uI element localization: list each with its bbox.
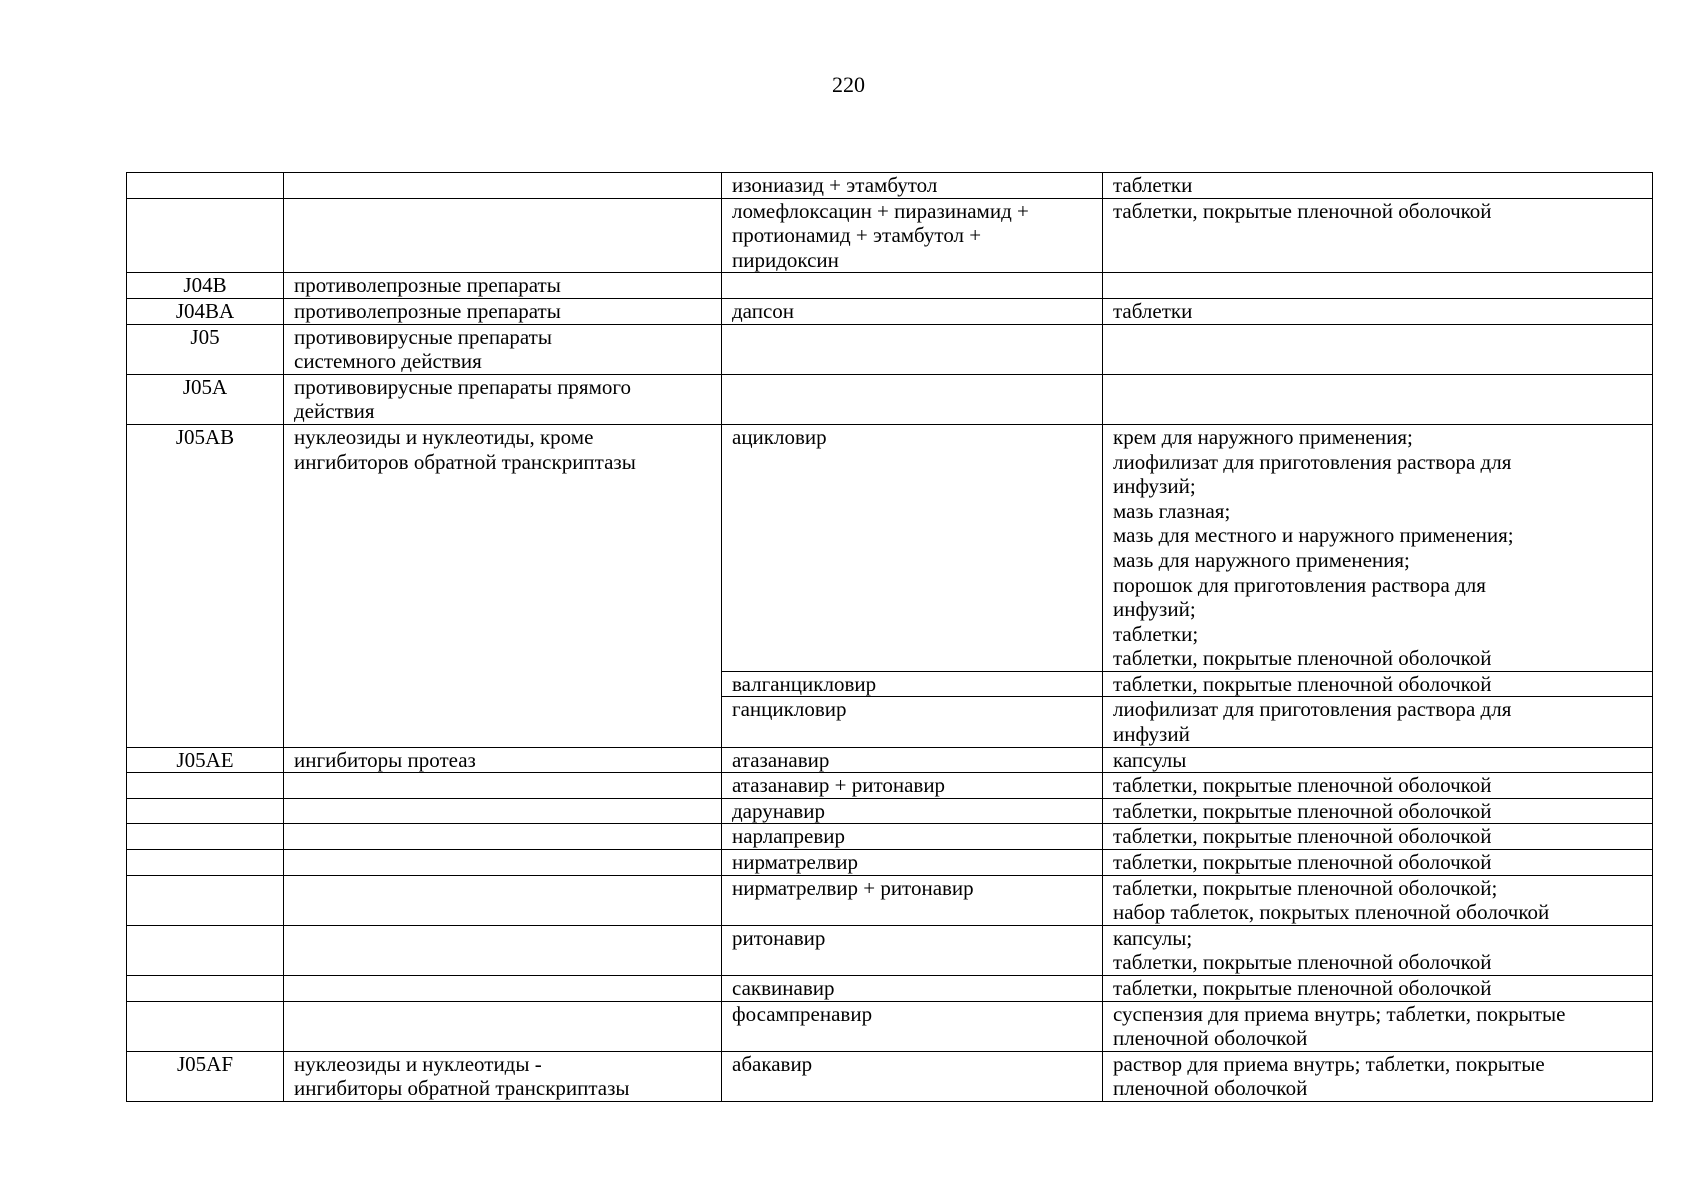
group-name-cell (284, 798, 722, 824)
drug-name-cell: ганцикловир (722, 697, 1103, 747)
table-row (127, 798, 1653, 824)
dosage-form-cell: таблетки, покрытые пленочной оболочкой (1103, 671, 1653, 697)
dosage-form-cell: крем для наружного применения; лиофилизат для приготовления раствора для инфузий; мазь глазная; мазь для местного и наружного применения; мазь для наружного применения; порошок для приготовления раствора для инфузий; таблетки; таблетки, покрытые пленочной оболочкой (1103, 424, 1653, 671)
dosage-form-cell: капсулы; таблетки, покрытые пленочной оболочкой (1103, 925, 1653, 975)
group-name-cell (284, 773, 722, 799)
table-row (127, 875, 1653, 925)
group-name-cell: нуклеозиды и нуклеотиды, кроме ингибиторов обратной транскриптазы (284, 424, 722, 747)
table-row (127, 824, 1653, 850)
drug-name-cell: нирматрелвир + ритонавир (722, 875, 1103, 925)
drug-name-cell: дарунавир (722, 798, 1103, 824)
atc-code-cell (127, 798, 284, 824)
atc-code-cell: J05 (127, 324, 284, 374)
drug-name-cell: нарлапревир (722, 824, 1103, 850)
drug-name-cell: фосампренавир (722, 1001, 1103, 1051)
table-row (127, 773, 1653, 799)
dosage-form-cell: таблетки, покрытые пленочной оболочкой (1103, 824, 1653, 850)
table-row (127, 374, 1653, 424)
atc-code-cell: J04BA (127, 298, 284, 324)
dosage-form-cell: таблетки (1103, 173, 1653, 199)
table-row (127, 1051, 1653, 1101)
group-name-cell (284, 198, 722, 273)
table-row (127, 324, 1653, 374)
dosage-form-cell: таблетки, покрытые пленочной оболочкой (1103, 198, 1653, 273)
group-name-cell (284, 173, 722, 199)
dosage-form-cell (1103, 324, 1653, 374)
drug-name-cell: ритонавир (722, 925, 1103, 975)
drug-name-cell (722, 273, 1103, 299)
table-row (127, 198, 1653, 273)
table-row (127, 925, 1653, 975)
atc-code-cell (127, 976, 284, 1002)
dosage-form-cell: капсулы (1103, 747, 1653, 773)
page-number: 220 (832, 72, 865, 97)
drug-name-cell (722, 324, 1103, 374)
group-name-cell (284, 875, 722, 925)
atc-code-cell: J05AB (127, 424, 284, 747)
group-name-cell: ингибиторы протеаз (284, 747, 722, 773)
drug-name-cell: дапсон (722, 298, 1103, 324)
group-name-cell: противолепрозные препараты (284, 298, 722, 324)
dosage-form-cell: таблетки, покрытые пленочной оболочкой (1103, 976, 1653, 1002)
atc-code-cell: J05A (127, 374, 284, 424)
drug-name-cell: нирматрелвир (722, 850, 1103, 876)
group-name-cell: противолепрозные препараты (284, 273, 722, 299)
drug-name-cell: ацикловир (722, 424, 1103, 671)
drug-name-cell: саквинавир (722, 976, 1103, 1002)
group-name-cell (284, 850, 722, 876)
group-name-cell (284, 925, 722, 975)
dosage-form-cell: лиофилизат для приготовления раствора для инфузий (1103, 697, 1653, 747)
group-name-cell: противовирусные препараты прямого действия (284, 374, 722, 424)
atc-code-cell (127, 824, 284, 850)
group-name-cell: нуклеозиды и нуклеотиды - ингибиторы обратной транскриптазы (284, 1051, 722, 1101)
table-row (127, 747, 1653, 773)
table-row (127, 850, 1653, 876)
drug-name-cell: абакавир (722, 1051, 1103, 1101)
dosage-form-cell: таблетки, покрытые пленочной оболочкой (1103, 850, 1653, 876)
drug-name-cell (722, 374, 1103, 424)
dosage-form-cell (1103, 273, 1653, 299)
atc-code-cell (127, 850, 284, 876)
dosage-form-cell: таблетки, покрытые пленочной оболочкой (1103, 798, 1653, 824)
group-name-cell: противовирусные препараты системного действия (284, 324, 722, 374)
table-row (127, 273, 1653, 299)
drug-name-cell: изониазид + этамбутол (722, 173, 1103, 199)
group-name-cell (284, 824, 722, 850)
table-row (127, 976, 1653, 1002)
atc-code-cell: J05AE (127, 747, 284, 773)
atc-code-cell (127, 1001, 284, 1051)
atc-code-cell: J04B (127, 273, 284, 299)
drug-name-cell: атазанавир + ритонавир (722, 773, 1103, 799)
group-name-cell (284, 1001, 722, 1051)
table-row (127, 1001, 1653, 1051)
drug-name-cell: валганцикловир (722, 671, 1103, 697)
group-name-cell (284, 976, 722, 1002)
atc-code-cell (127, 173, 284, 199)
atc-code-cell: J05AF (127, 1051, 284, 1101)
atc-code-cell (127, 875, 284, 925)
dosage-form-cell (1103, 374, 1653, 424)
dosage-form-cell: таблетки, покрытые пленочной оболочкой (1103, 773, 1653, 799)
table-row (127, 298, 1653, 324)
drug-name-cell: ломефлоксацин + пиразинамид + протионамид + этамбутол + пиридоксин (722, 198, 1103, 273)
atc-code-cell (127, 925, 284, 975)
drug-table (126, 172, 1653, 1102)
atc-code-cell (127, 198, 284, 273)
atc-code-cell (127, 773, 284, 799)
table-row (127, 424, 1653, 671)
dosage-form-cell: таблетки (1103, 298, 1653, 324)
drug-name-cell: атазанавир (722, 747, 1103, 773)
dosage-form-cell: раствор для приема внутрь; таблетки, покрытые пленочной оболочкой (1103, 1051, 1653, 1101)
dosage-form-cell: таблетки, покрытые пленочной оболочкой; набор таблеток, покрытых пленочной оболочкой (1103, 875, 1653, 925)
table-row (127, 173, 1653, 199)
dosage-form-cell: суспензия для приема внутрь; таблетки, покрытые пленочной оболочкой (1103, 1001, 1653, 1051)
